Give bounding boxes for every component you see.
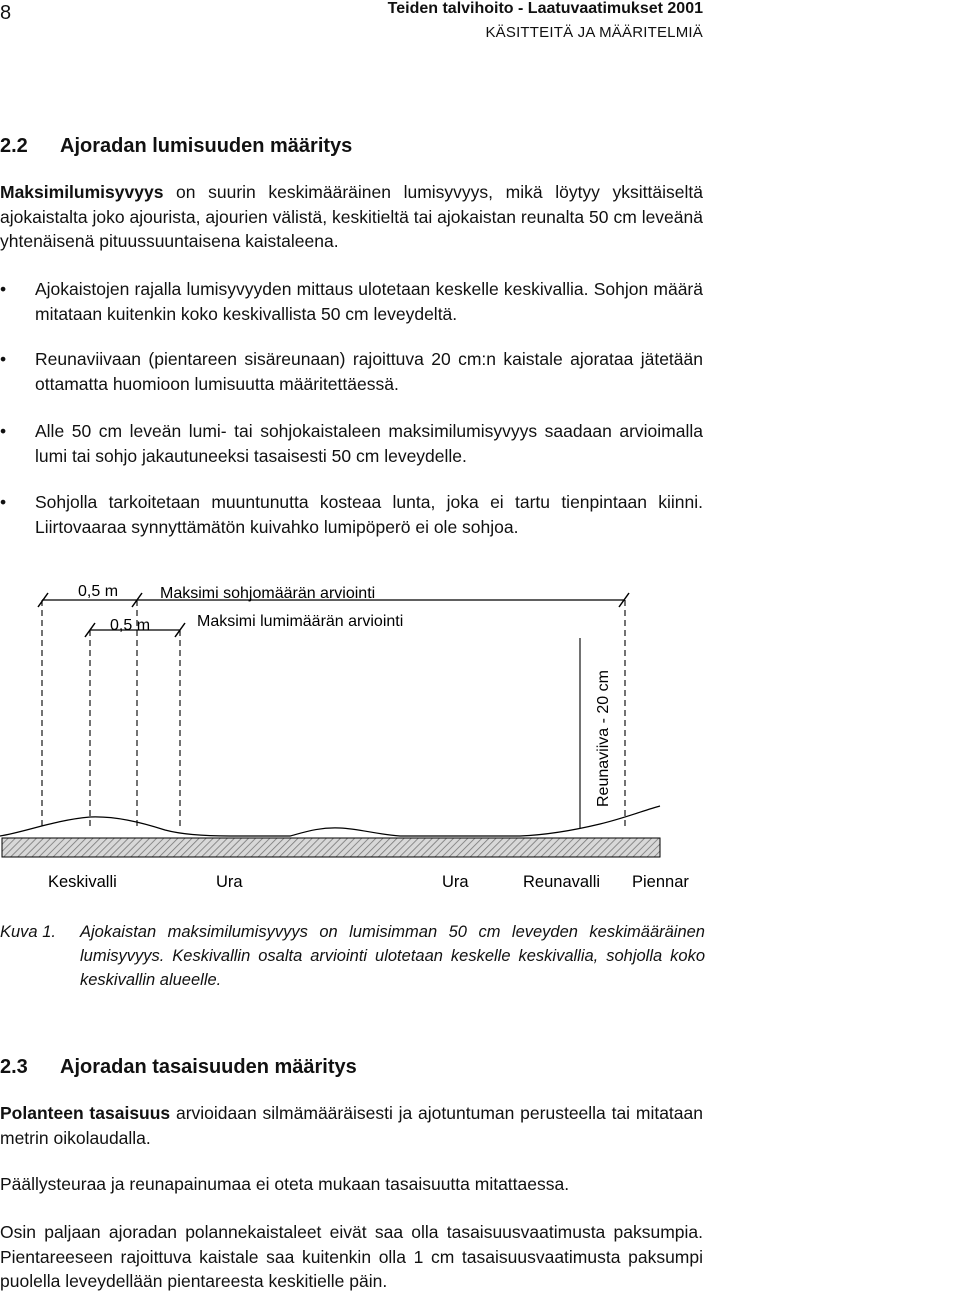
figure-caption: [0, 920, 705, 992]
section-number: 2.3: [0, 1056, 28, 1078]
dimension-label: 0,5 m: [78, 583, 119, 600]
zone-label-rut: Ura: [442, 873, 469, 891]
bullet-item: [0, 347, 703, 396]
bullet-dot: •: [0, 349, 7, 369]
bullet-dot: •: [0, 421, 7, 441]
bullet-text: Sohjolla tarkoitetaan muuntunutta kosteaa lunta, joka ei tartu tienpintaan kiinni. Liirtovaaraa synnyttämätön kuivahko lumipöperö ei ole sohjoa.: [35, 492, 703, 537]
section-title: Ajoradan lumisuuden määritys: [60, 135, 353, 157]
chapter-title: KÄSITTEITÄ JA MÄÄRITELMIÄ: [485, 24, 703, 41]
section-heading-2-2: [0, 135, 352, 158]
bullet-item: [0, 419, 703, 468]
bullet-text: Reunaviivaan (pientareen sisäreunaan) rajoittuva 20 cm:n kaistale ajorataa jätetään ottamatta huomioon lumisuutta määritettäessä.: [35, 349, 703, 394]
dimension-label: 0,5 m: [110, 617, 151, 634]
document-title: Teiden talvihoito - Laatuvaatimukset 2001: [387, 0, 703, 17]
paragraph: [0, 1101, 703, 1150]
road-cross-section-figure: [0, 570, 960, 900]
caption-text: Ajokaistan maksimilumisyvyys on lumisimman 50 cm leveyden keskimääräinen lumisyvyys. Keskivallin osalta arviointi ulotetaan keskelle keskivallia, sohjolla koko keskivallin alueelle.: [80, 923, 705, 989]
page-number: 8: [0, 2, 12, 24]
bullet-text: Ajokaistojen rajalla lumisyvyyden mittaus ulotetaan keskelle keskivallia. Sohjon määrä mitataan kuitenkin koko keskivallista 50 cm leveydeltä.: [35, 279, 703, 324]
edge-line-label: Reunaviiva - 20 cm: [595, 670, 612, 807]
definition-paragraph: [0, 180, 703, 254]
paragraph: Osin paljaan ajoradan polannekaistaleet eivät saa olla tasaisuusvaatimusta paksumpia. Pientareeseen rajoittuva kaistale saa kuitenkin olla 1 cm tasaisuusvaatimusta paksumpi puolella leveydellään pientareesta keskitielle päin.: [0, 1222, 703, 1291]
bullet-item: [0, 277, 703, 326]
caption-label: Kuva 1.: [0, 923, 56, 941]
zone-label-shoulder: Piennar: [632, 873, 689, 891]
zone-label-edge-ridge: Reunavalli: [523, 873, 601, 891]
term-bold: Maksimilumisyvyys: [0, 182, 164, 202]
paragraph: Päällysteuraa ja reunapainumaa ei oteta mukaan tasaisuutta mitattaessa.: [0, 1174, 570, 1194]
section-heading-2-3: [0, 1056, 357, 1079]
paragraph-text: arvioidaan silmämääräisesti ja ajotuntuman perusteella tai mitataan metrin oikolaudalla.: [0, 1103, 703, 1148]
section-number: 2.2: [0, 135, 28, 157]
dimension-label: Maksimi lumimäärän arviointi: [197, 613, 404, 630]
term-bold: Polanteen tasaisuus: [0, 1103, 171, 1123]
definition-text: on suurin keskimääräinen lumisyvyys, mikä löytyy yksittäiseltä ajokaistalta joko ajourista, ajourien välistä, keskitieltä tai ajokaistan reunalta 50 cm leveänä yhtenäisenä pituussuuntaisena kaistaleena.: [0, 182, 703, 251]
bullet-item: [0, 490, 703, 539]
road-surface: [2, 838, 660, 857]
section-title: Ajoradan tasaisuuden määritys: [60, 1056, 357, 1078]
bullet-dot: •: [0, 279, 7, 299]
bullet-dot: •: [0, 492, 7, 512]
bullet-text: Alle 50 cm leveän lumi- tai sohjokaistaleen maksimilumisyvyys saadaan arvioimalla lumi tai sohjo jakautuneeksi tasaisesti 50 cm leveydelle.: [35, 421, 703, 466]
dimension-label: Maksimi sohjomäärän arviointi: [160, 585, 376, 602]
zone-label-median: Keskivalli: [48, 873, 117, 891]
zone-label-rut: Ura: [216, 873, 243, 891]
snow-surface-profile: [0, 806, 660, 836]
